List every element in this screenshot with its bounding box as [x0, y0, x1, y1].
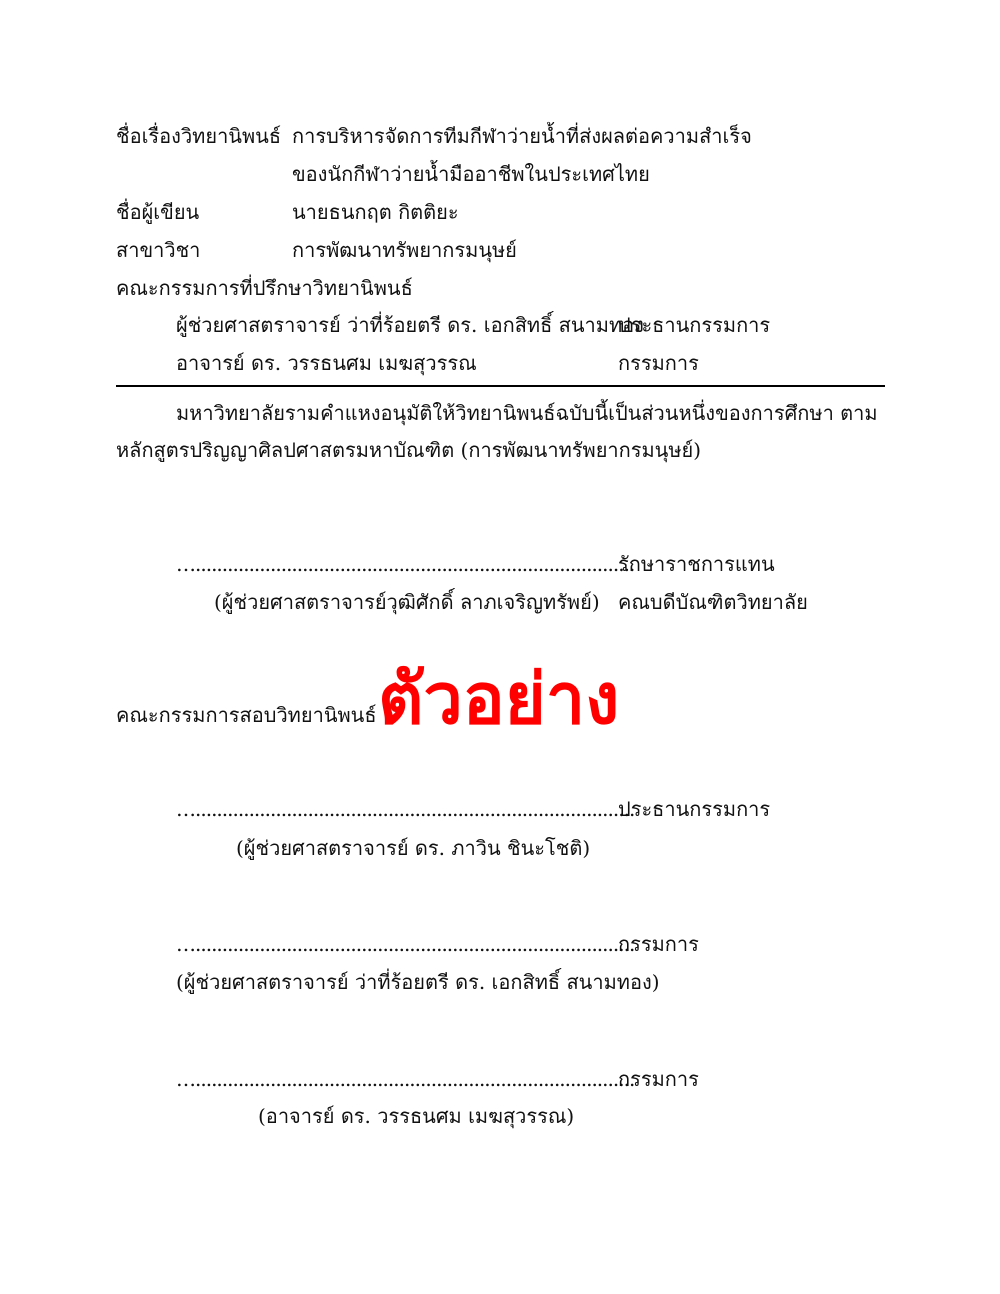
committee-role: ประธานกรรมการ	[618, 797, 771, 821]
signature-line: …..................................................................................	[176, 552, 635, 576]
advisor-name: ผู้ช่วยศาสตราจารย์ ว่าที่ร้อยตรี ดร. เอกสิทธิ์ สนามทอง	[176, 313, 644, 337]
author-label: ชื่อผู้เขียน	[116, 200, 200, 224]
advisor-role: กรรมการ	[618, 351, 699, 375]
dean-role-acting: รักษาราชการแทน	[618, 552, 775, 576]
committee-member-name: (อาจารย์ ดร. วรรธนศม เมฆสุวรรณ)	[258, 1104, 575, 1128]
thesis-title-line1: การบริหารจัดการทีมกีฬาว่ายน้ำที่ส่งผลต่อความสำเร็จ	[292, 124, 752, 148]
horizontal-rule	[116, 385, 885, 387]
author-value: นายธนกฤต กิตติยะ	[292, 200, 459, 224]
committee-role: กรรมการ	[618, 1067, 699, 1091]
approval-line1: มหาวิทยาลัยรามคำแหงอนุมัติให้วิทยานิพนธ์ฉบับนี้เป็นส่วนหนึ่งของการศึกษา ตาม	[176, 401, 878, 425]
committee-member-name: (ผู้ช่วยศาสตราจารย์ ดร. ภาวิน ชินะโชติ)	[236, 836, 591, 860]
major-label: สาขาวิชา	[116, 238, 201, 262]
signature-line: …..................................................................................	[176, 797, 635, 821]
committee-member-name: (ผู้ช่วยศาสตราจารย์ ว่าที่ร้อยตรี ดร. เอกสิทธิ์ สนามทอง)	[176, 970, 660, 994]
major-value: การพัฒนาทรัพยากรมนุษย์	[292, 238, 517, 262]
advisors-label: คณะกรรมการที่ปรึกษาวิทยานิพนธ์	[116, 276, 413, 300]
dean-name: (ผู้ช่วยศาสตราจารย์วุฒิศักดิ์ ลาภเจริญทรัพย์)	[214, 590, 600, 614]
approval-line2: หลักสูตรปริญญาศิลปศาสตรมหาบัณฑิต (การพัฒนาทรัพยากรมนุษย์)	[116, 438, 702, 462]
advisor-name: อาจารย์ ดร. วรรธนศม เมฆสุวรรณ	[176, 351, 477, 375]
advisor-role: ประธานกรรมการ	[618, 313, 771, 337]
thesis-title-label: ชื่อเรื่องวิทยานิพนธ์	[116, 124, 282, 148]
thesis-title-line2: ของนักกีฬาว่ายน้ำมืออาชีพในประเทศไทย	[292, 162, 650, 186]
dean-role: คณบดีบัณฑิตวิทยาลัย	[618, 590, 808, 614]
committee-role: กรรมการ	[618, 932, 699, 956]
signature-line: …..................................................................................	[176, 1067, 635, 1091]
sample-stamp: ตัวอย่าง	[378, 658, 620, 740]
signature-line: …..................................................................................	[176, 932, 635, 956]
committee-label: คณะกรรมการสอบวิทยานิพนธ์	[116, 703, 377, 727]
